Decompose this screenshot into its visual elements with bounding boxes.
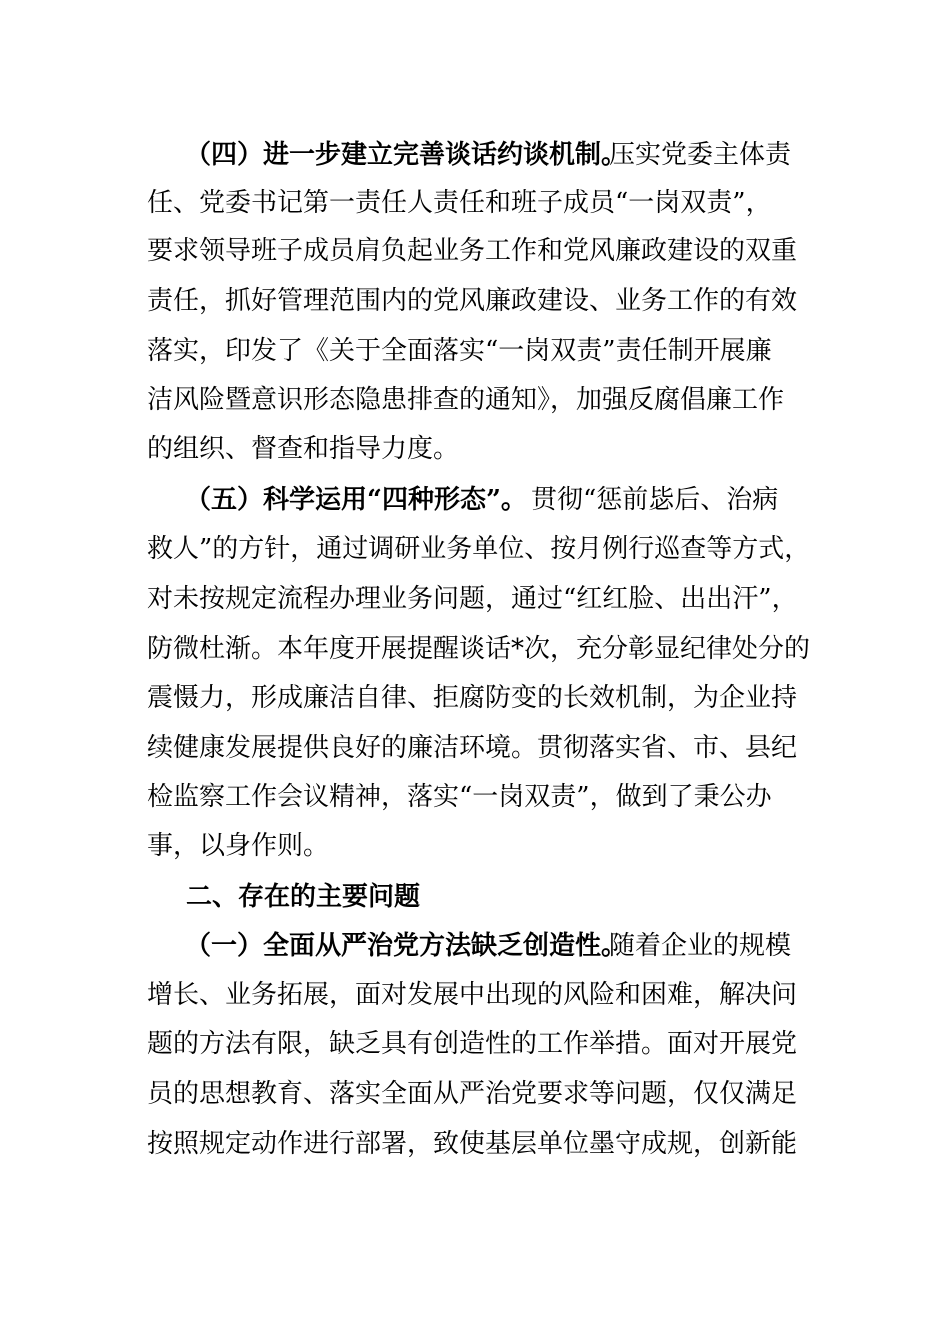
paragraph-text: 对未按规定流程办理业务问题，通过“红红脸、出出汗”，	[147, 584, 798, 614]
paragraph-line	[0, 1024, 950, 1064]
part-heading: 二、存在的主要问题	[186, 882, 421, 912]
paragraph-text: 救人”的方针，通过调研业务单位、按月例行巡查等方式，	[147, 534, 811, 564]
paragraph-text: 洁风险暨意识形态隐患排查的通知》，加强反腐倡廉工作	[147, 385, 785, 415]
paragraph-line	[0, 777, 950, 817]
paragraph-line	[0, 826, 950, 866]
paragraph-text: 续健康发展提供良好的廉洁环境。贯彻落实省、市、县纪	[147, 733, 798, 763]
paragraph-text: 事，以身作则。	[147, 831, 330, 861]
paragraph-text: 震慑力，形成廉洁自律、拒腐防变的长效机制，为企业持	[147, 683, 798, 713]
paragraph-line	[0, 629, 950, 669]
paragraph-line	[0, 480, 950, 520]
paragraph-text: 员的思想教育、落实全面从严治党要求等问题，仅仅满足	[147, 1079, 798, 1109]
paragraph-text: 任、党委书记第一责任人责任和班子成员“一岗双责”，	[147, 188, 772, 218]
paragraph-text: 要求领导班子成员肩负起业务工作和党风廉政建设的双重	[147, 236, 798, 266]
paragraph-text: 的组织、督查和指导力度。	[147, 434, 460, 464]
section-heading: （一）全面从严治党方法缺乏创造性。	[185, 931, 628, 961]
paragraph-line	[0, 1074, 950, 1114]
paragraph-line	[0, 1124, 950, 1164]
paragraph-line	[0, 231, 950, 271]
paragraph-line	[0, 975, 950, 1015]
paragraph-text: 检监察工作会议精神，落实“一岗双责”，做到了秉公办	[147, 782, 772, 812]
paragraph-line	[0, 926, 950, 966]
paragraph-line	[0, 331, 950, 371]
paragraph-text: 责任，抓好管理范围内的党风廉政建设、业务工作的有效	[147, 286, 798, 316]
paragraph-text: 按照规定动作进行部署，致使基层单位墨守成规，创新能	[147, 1129, 798, 1159]
paragraph-text: 题的方法有限，缺乏具有创造性的工作举措。面对开展党	[147, 1029, 798, 1059]
paragraph-text: 防微杜渐。本年度开展提醒谈话*次，充分彰显纪律处分的	[147, 634, 811, 664]
paragraph-line	[0, 877, 950, 917]
paragraph-line	[0, 579, 950, 619]
paragraph-line	[0, 281, 950, 321]
paragraph-line	[0, 135, 950, 175]
paragraph-line	[0, 183, 950, 223]
paragraph-text: 增长、业务拓展，面对发展中出现的风险和困难，解决问	[147, 980, 798, 1010]
paragraph-line	[0, 429, 950, 469]
paragraph-line	[0, 380, 950, 420]
paragraph-line	[0, 529, 950, 569]
section-heading: （四）进一步建立完善谈话约谈机制。	[185, 140, 628, 170]
section-heading: （五）科学运用“四种形态”。	[185, 485, 527, 515]
paragraph-text: 随着企业的规模	[609, 931, 792, 961]
paragraph-text: 贯彻“惩前毖后、治病	[531, 485, 779, 515]
paragraph-text: 压实党委主体责	[609, 140, 792, 170]
paragraph-line	[0, 728, 950, 768]
paragraph-line	[0, 678, 950, 718]
paragraph-text: 落实，印发了《关于全面落实“一岗双责”责任制开展廉	[147, 336, 772, 366]
